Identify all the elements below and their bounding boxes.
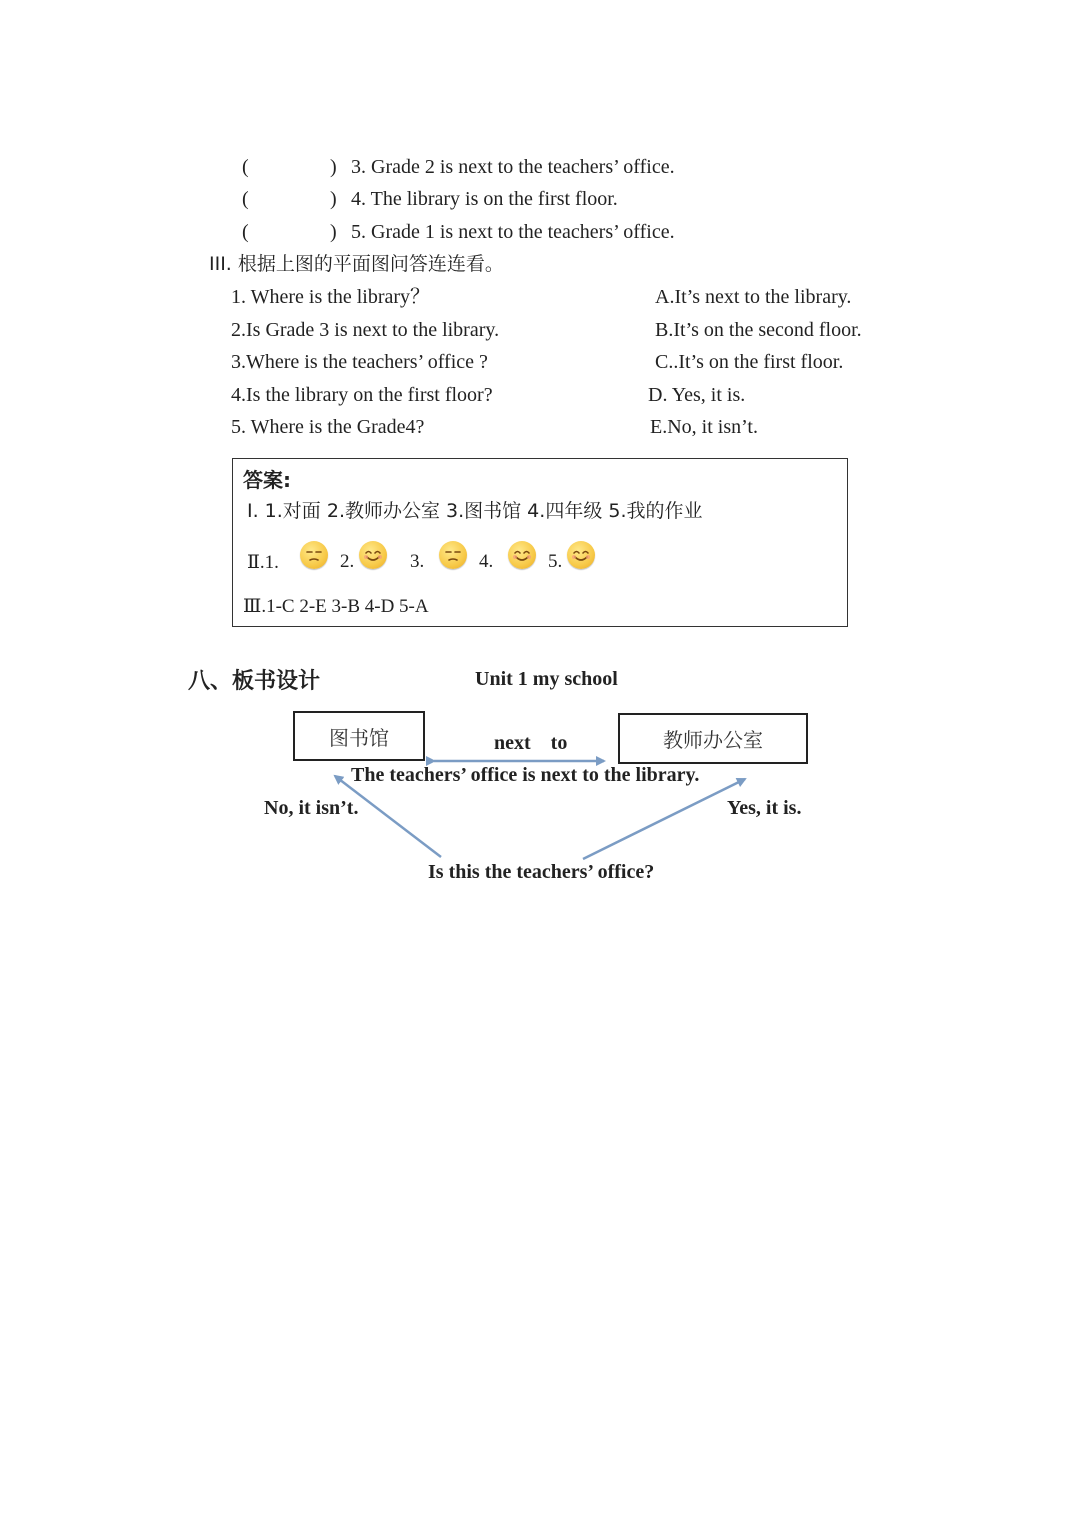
answer-key-title: 答案:	[243, 468, 291, 492]
question-3: 3.Where is the teachers’ office ?	[231, 351, 488, 373]
teachers-office-box: 教师办公室	[618, 713, 808, 764]
library-box: 图书馆	[293, 711, 425, 761]
answer-A: A.It’s next to the library.	[655, 286, 852, 308]
board-statement: The teachers’ office is next to the library.	[351, 764, 700, 786]
face-label-2: 2.	[340, 551, 355, 572]
no-answer: No, it isn’t.	[264, 797, 359, 819]
judgement-text: 5. Grade 1 is next to the teachers’ office.	[351, 221, 675, 243]
face-label-4: 4.	[479, 551, 494, 572]
paren-open: (	[242, 221, 249, 243]
answer-key-line-3: Ⅲ.1-C 2-E 3-B 4-D 5-A	[243, 596, 429, 617]
question-4: 4.Is the library on the first floor?	[231, 384, 493, 406]
answer-C: C..It’s on the first floor.	[655, 351, 844, 373]
face-label-5: 5.	[548, 551, 563, 572]
section-III-heading: III. 根据上图的平面图问答连连看。	[209, 253, 504, 275]
judgement-text: 4. The library is on the first floor.	[351, 188, 618, 210]
yes-answer: Yes, it is.	[727, 797, 802, 819]
answer-key-line-1: Ⅰ. 1.对面 2.教师办公室 3.图书馆 4.四年级 5.我的作业	[247, 500, 703, 522]
answer-E: E.No, it isn’t.	[650, 416, 758, 438]
next-to-label: next to	[494, 732, 568, 754]
paren-open: (	[242, 188, 249, 210]
yes-arrow	[583, 779, 745, 859]
paren-open: (	[242, 156, 249, 178]
question-1: 1. Where is the library？	[231, 286, 431, 308]
board-section-title: 八、板书设计	[188, 669, 321, 694]
board-question: Is this the teachers’ office?	[428, 861, 655, 883]
board-unit-title: Unit 1 my school	[475, 668, 618, 690]
paren-close: )	[330, 188, 337, 210]
answer-B: B.It’s on the second floor.	[655, 319, 862, 341]
paren-close: )	[330, 221, 337, 243]
face-label-3: 3.	[410, 551, 425, 572]
question-2: 2.Is Grade 3 is next to the library.	[231, 319, 500, 341]
paren-close: )	[330, 156, 337, 178]
face-label-1: Ⅱ.1.	[247, 552, 279, 573]
answer-D: D. Yes, it is.	[648, 384, 746, 406]
judgement-text: 3. Grade 2 is next to the teachers’ office.	[351, 156, 675, 178]
question-5: 5. Where is the Grade4?	[231, 416, 425, 438]
